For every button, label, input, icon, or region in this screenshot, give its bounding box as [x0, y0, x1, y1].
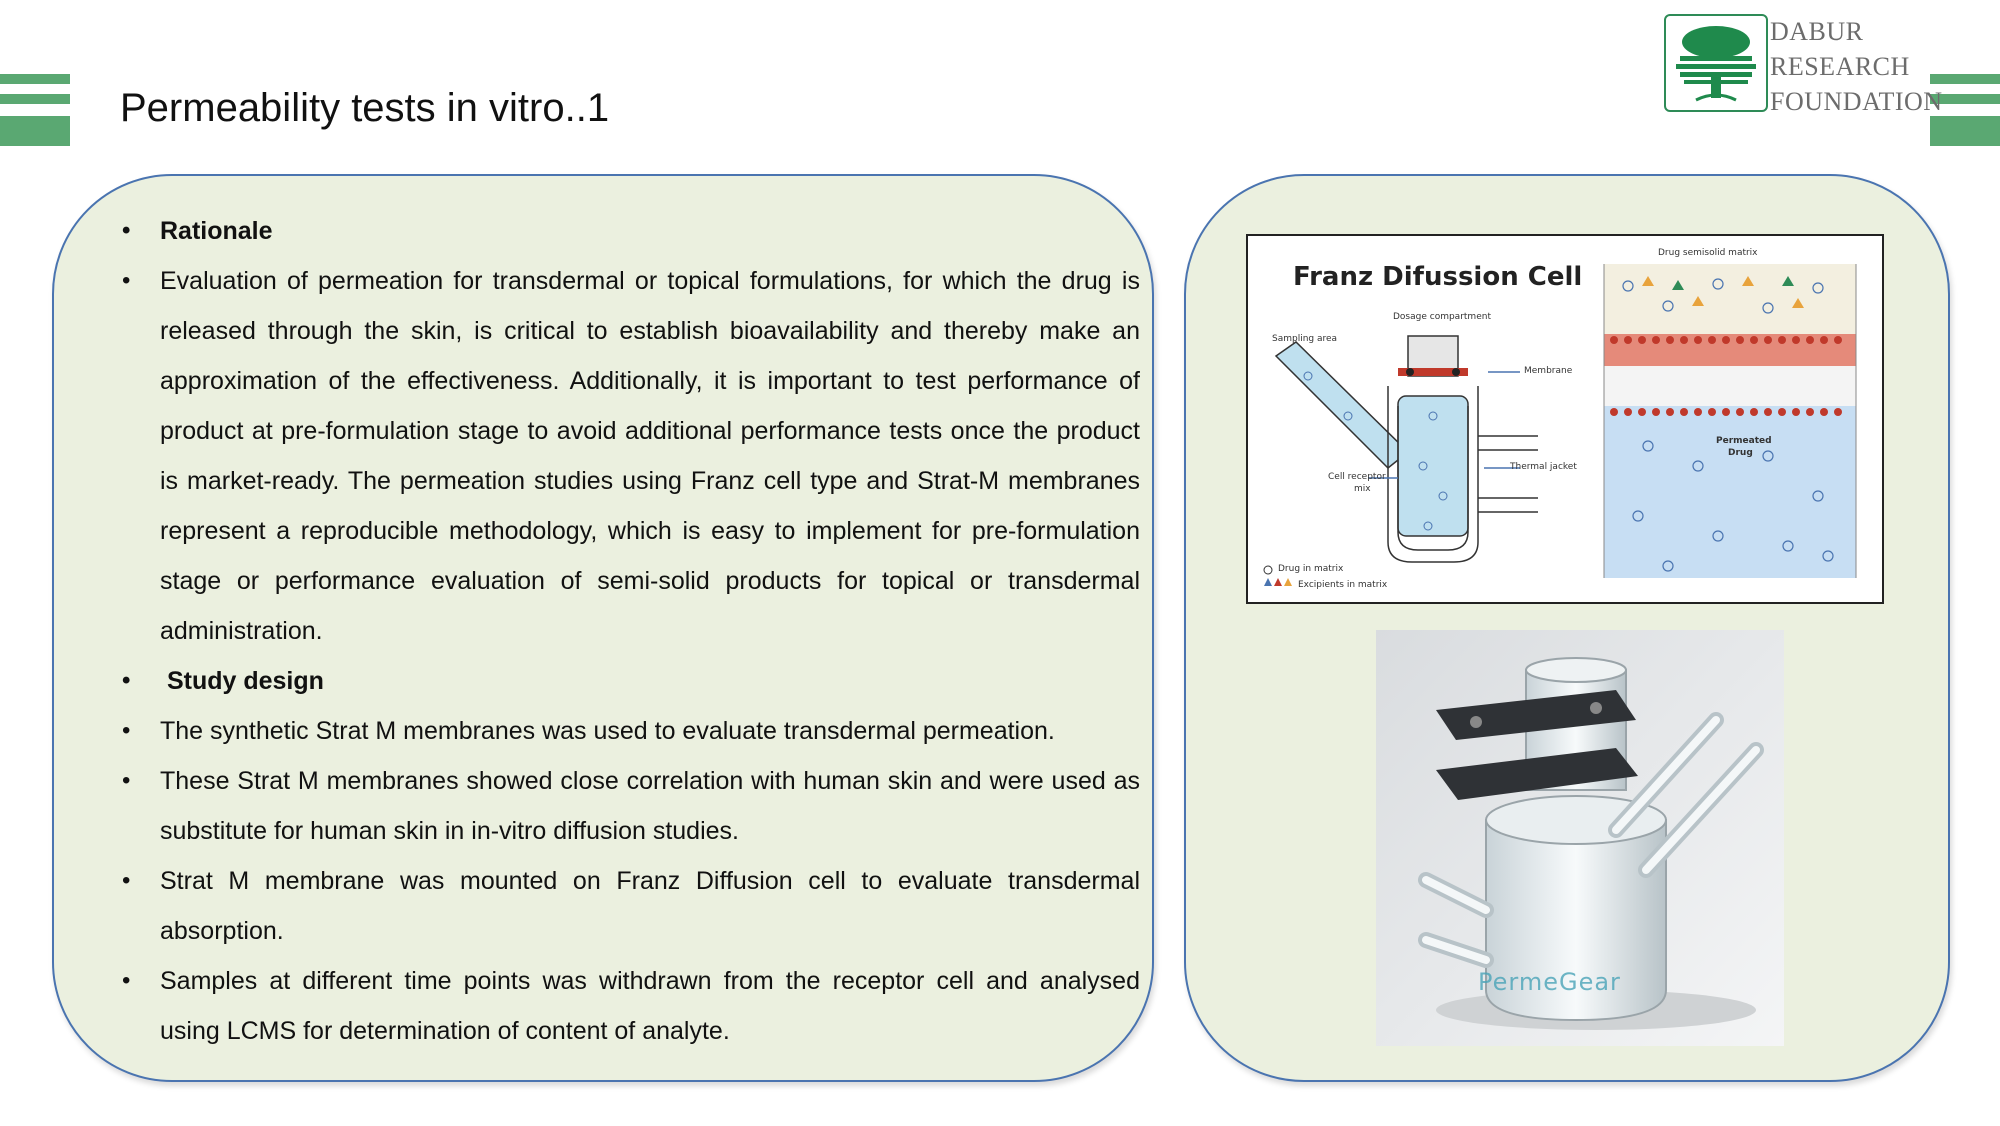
- left-band-mid: [0, 94, 70, 104]
- bullet-samples: • Samples at different time points was withdrawn from the receptor cell and analysed using LCMS for determination of content of analyte.: [122, 956, 1140, 1056]
- dosage-label: Dosage compartment: [1393, 312, 1491, 322]
- legend-drug: Drug in matrix: [1278, 564, 1344, 574]
- franz-cell-photo: [1376, 630, 1784, 1046]
- logo-line-3: FOUNDATION: [1770, 87, 1943, 116]
- bullet-rationale: • Rationale: [122, 206, 1140, 256]
- right-band-bottom: [1930, 116, 2000, 146]
- logo-line-1: DABUR: [1770, 17, 1864, 46]
- page-title: Permeability tests in vitro..1: [120, 86, 610, 130]
- legend-excipients: Excipients in matrix: [1298, 580, 1388, 590]
- bullet-mounted: • Strat M membrane was mounted on Franz Diffusion cell to evaluate transdermal absorption.: [122, 856, 1140, 956]
- bullet-list: [122, 206, 1140, 1056]
- permeated-label-1: Permeated: [1716, 436, 1772, 446]
- membrane-label: Membrane: [1524, 366, 1573, 376]
- diagram-title: Franz Difussion Cell: [1293, 262, 1583, 292]
- bullet-study-design: • Study design: [122, 656, 1140, 706]
- logo-text: [1770, 14, 1943, 119]
- sampling-label: Sampling area: [1272, 334, 1338, 344]
- tree-logo-icon: [1664, 14, 1768, 112]
- photo-brand-text: PermeGear: [1478, 968, 1621, 996]
- logo: [1664, 14, 1943, 116]
- text-panel: [52, 174, 1154, 1082]
- bullet-evaluation: • Evaluation of permeation for transdermal or topical formulations, for which the drug is released through the skin, is critical to establish bioavailability and thereby make an approximation of the effectiveness. Additionally, it is important to test performance of product at pre-formulation stage to avoid additional performance tests once the product is market-ready. The permeation studies using Franz cell type and Strat-M membranes represent a reproducible methodology, which is easy to implement for pre-formulation stage or performance evaluation of semi-solid products for topical or transdermal administration.: [122, 256, 1140, 656]
- franz-cell-diagram: [1246, 234, 1884, 604]
- drug-matrix-label: Drug semisolid matrix: [1658, 248, 1758, 258]
- bullet-strat-m: • The synthetic Strat M membranes was used to evaluate transdermal permeation.: [122, 706, 1140, 756]
- thermal-label: Thermal jacket: [1510, 462, 1577, 472]
- left-band-bottom: [0, 116, 70, 146]
- bullet-correlation: • These Strat M membranes showed close correlation with human skin and were used as substitute for human skin in in-vitro diffusion studies.: [122, 756, 1140, 856]
- logo-line-2: RESEARCH: [1770, 52, 1910, 81]
- receptor-label-1: Cell receptor: [1328, 472, 1386, 482]
- left-band-top: [0, 74, 70, 84]
- receptor-label-2: mix: [1354, 484, 1371, 494]
- permeated-label-2: Drug: [1728, 448, 1753, 458]
